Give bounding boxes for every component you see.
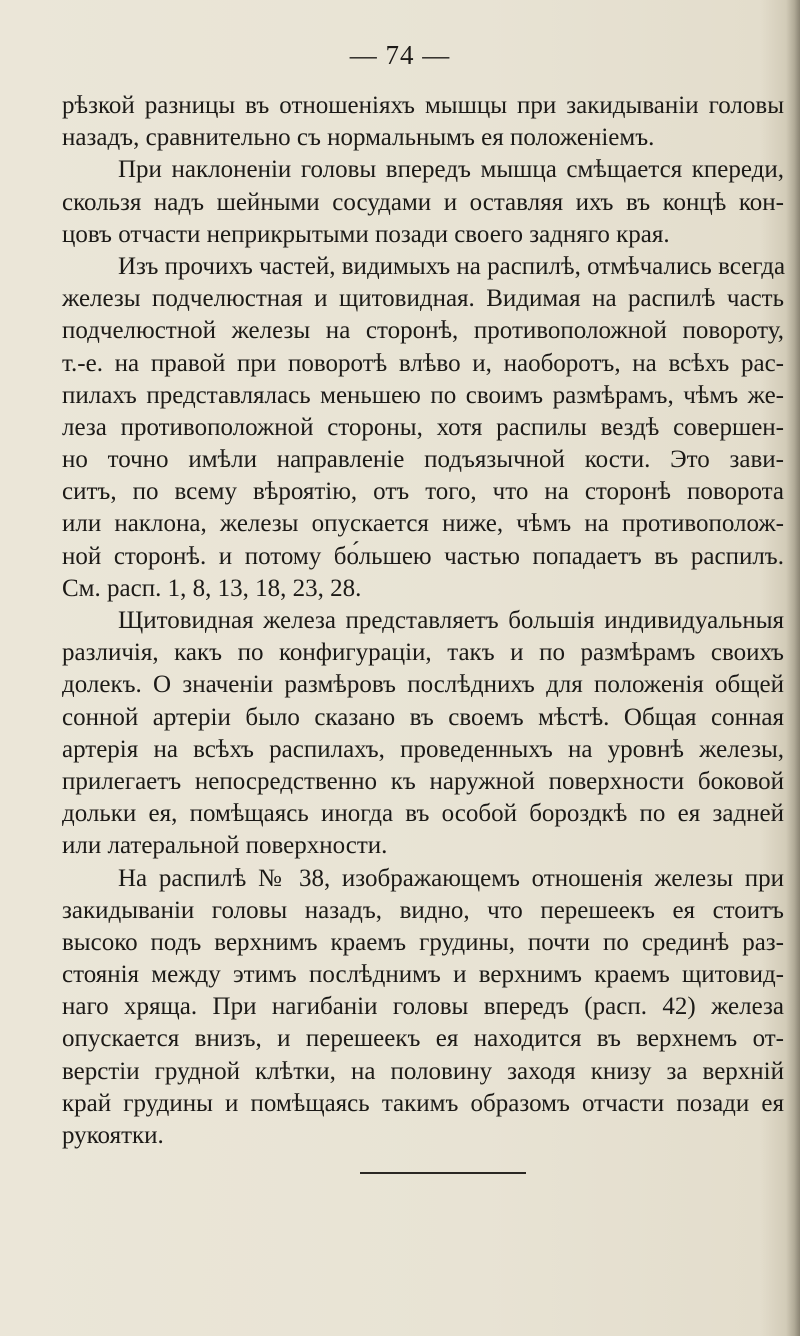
text-line: или латеральной поверхности. — [62, 832, 388, 860]
text-line: Щитовидная железа представляетъ большія индивидуальныя — [118, 607, 784, 634]
text-line: ной сторонѣ. и потому бо́льшею частью попадаетъ въ распилъ. — [62, 542, 784, 570]
text-line: различія, какъ по конфигураціи, такъ и по размѣрамъ своихъ — [62, 639, 784, 667]
text-line: На распилѣ № 38, изображающемъ отношенія железы при — [118, 864, 784, 892]
text-line: См. расп. 1, 8, 13, 18, 23, 28. — [62, 574, 362, 602]
text-line: пилахъ представлялась меньшею по своимъ размѣрамъ, чѣмъ же- — [62, 381, 784, 409]
text-line: железы подчелюстная и щитовидная. Видимая на распилѣ часть — [62, 285, 784, 313]
text-line: наго хряща. При нагибаніи головы впередъ (расп. 42) железа — [62, 993, 784, 1021]
text-line: дольки ея, помѣщаясь иногда въ особой бороздкѣ по ея задней — [62, 800, 784, 828]
text-line: верстіи грудной клѣтки, на половину заходя книзу за верхній — [62, 1057, 784, 1085]
text-line: но точно имѣли направленіе подъязычной кости. Это зави- — [62, 446, 784, 474]
text-line: рукоятки. — [62, 1122, 164, 1149]
body-text — [62, 90, 784, 1152]
text-line: артерія на всѣхъ распилахъ, проведенныхъ на уровнѣ железы, — [62, 735, 784, 763]
text-line: скользя надъ шейными сосудами и оставляя ихъ въ концѣ кон- — [62, 188, 784, 216]
text-line: леза противоположной стороны, хотя распилы вездѣ совершен- — [62, 413, 784, 441]
page-number: — 74 — — [349, 40, 451, 70]
text-line: сонной артеріи было сказано въ своемъ мѣстѣ. Общая сонная — [62, 703, 784, 731]
text-line: или наклона, железы опускается ниже, чѣмъ на противополож- — [62, 510, 784, 538]
section-divider — [360, 1172, 526, 1174]
text-line: прилегаетъ непосредственно къ наружной поверхности боковой — [62, 767, 784, 795]
text-line: ситъ, по всему вѣроятію, отъ того, что на сторонѣ поворота — [62, 478, 784, 506]
text-line: опускается внизъ, и перешеекъ ея находится въ верхнемъ от- — [62, 1025, 784, 1053]
text-line: край грудины и помѣщаясь такимъ образомъ отчасти позади ея — [62, 1089, 784, 1117]
text-line: долекъ. О значеніи размѣровъ послѣднихъ для положенія общей — [62, 671, 784, 699]
text-line: т.-е. на правой при поворотѣ влѣво и, наоборотъ, на всѣхъ рас- — [62, 349, 784, 377]
text-line: При наклоненіи головы впередъ мышца смѣщается кпереди, — [118, 156, 784, 184]
text-line: подчелюстной железы на сторонѣ, противоположной повороту, — [62, 317, 784, 345]
text-line: стоянія между этимъ послѣднимъ и верхнимъ краемъ щитовид- — [62, 961, 784, 989]
text-line: рѣзкой разницы въ отношеніяхъ мышцы при закидываніи головы — [62, 92, 784, 119]
text-line: цовъ отчасти неприкрытыми позади своего задняго края. — [62, 220, 670, 248]
text-line: назадъ, сравнительно съ нормальнымъ ея положеніемъ. — [62, 124, 655, 152]
text-line: Изъ прочихъ частей, видимыхъ на распилѣ, отмѣчались всегда — [118, 252, 786, 280]
text-line: закидываніи головы назадъ, видно, что перешеекъ ея стоитъ — [62, 896, 784, 924]
text-line: высоко подъ верхнимъ краемъ грудины, почти по срединѣ раз- — [62, 928, 784, 956]
page-edge-shadow — [786, 0, 800, 1336]
